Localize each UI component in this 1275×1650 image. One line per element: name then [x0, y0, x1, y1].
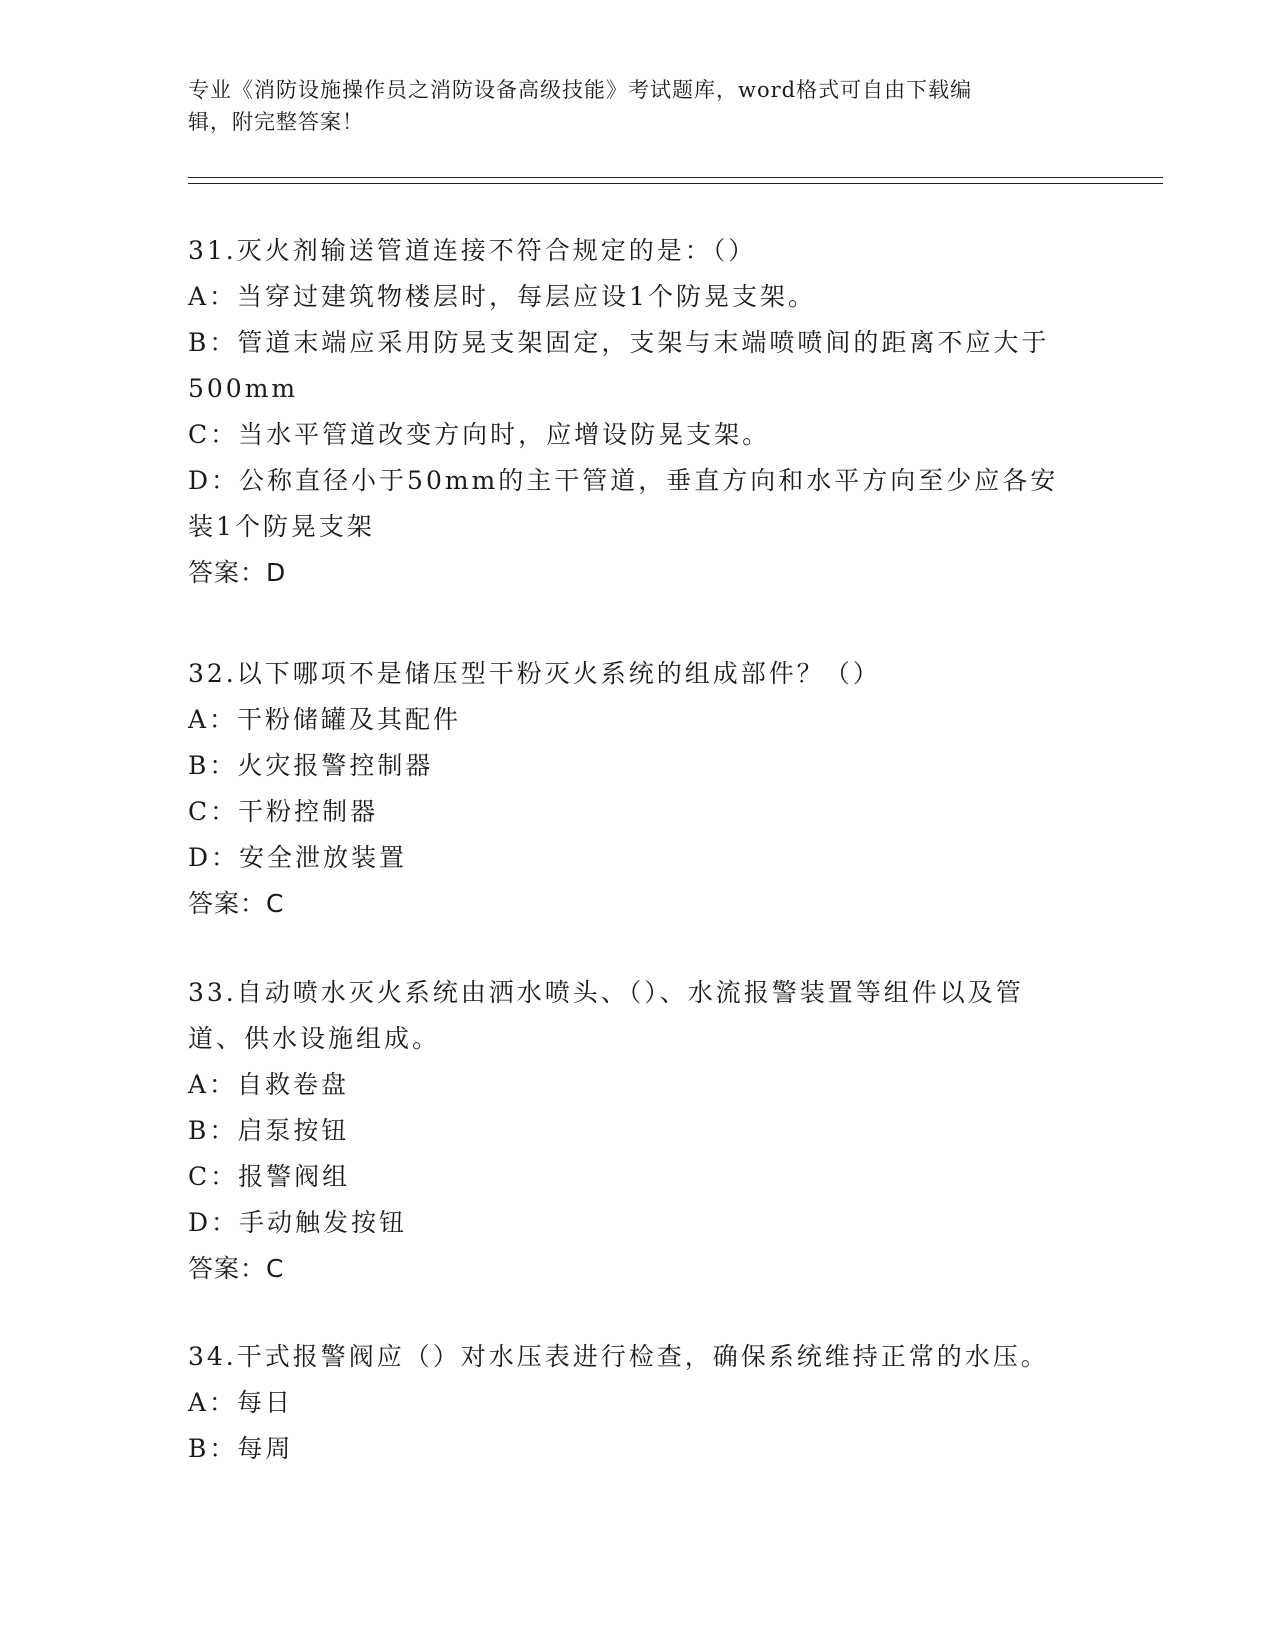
question-33: [188, 970, 1088, 1292]
option-a: A：每日: [188, 1388, 294, 1417]
answer: 答案：C: [188, 1254, 285, 1283]
option-d: D：公称直径小于50mm的主干管道，垂直方向和水平方向至少应各安: [188, 466, 1059, 495]
option-c: C：报警阀组: [188, 1162, 351, 1191]
question-34: [188, 1334, 1088, 1472]
option-d: D：安全泄放装置: [188, 843, 408, 872]
header-rule-bottom: [188, 183, 1163, 184]
question-stem: 31.灭火剂输送管道连接不符合规定的是：（）: [188, 236, 757, 265]
document-header: [188, 74, 1068, 138]
header-line-1: 专业《消防设施操作员之消防设备高级技能》考试题库，word格式可自由下载编: [188, 78, 973, 102]
question-stem: 34.干式报警阀应（）对水压表进行检查，确保系统维持正常的水压。: [188, 1342, 1049, 1371]
header-line-2: 辑，附完整答案！: [188, 110, 364, 134]
option-b: B：启泵按钮: [188, 1116, 350, 1145]
option-a: A：自救卷盘: [188, 1070, 350, 1099]
answer: 答案：D: [188, 558, 287, 587]
option-b: B：每周: [188, 1434, 294, 1463]
option-a: A：干粉储罐及其配件: [188, 705, 462, 734]
option-c: C：当水平管道改变方向时，应增设防晃支架。: [188, 420, 771, 449]
answer: 答案：C: [188, 889, 285, 918]
header-rule-top: [188, 177, 1163, 178]
question-stem: 32.以下哪项不是储压型干粉灭火系统的组成部件？（）: [188, 659, 881, 688]
question-stem: 33.自动喷水灭火系统由洒水喷头、（）、水流报警装置等组件以及管: [188, 978, 1024, 1007]
option-c: C：干粉控制器: [188, 797, 379, 826]
question-31: [188, 228, 1088, 596]
option-b: B：火灾报警控制器: [188, 751, 434, 780]
option-b-continued: 500mm: [188, 374, 299, 403]
option-b: B：管道末端应采用防晃支架固定，支架与末端喷喷间的距离不应大于: [188, 328, 1050, 357]
question-32: [188, 651, 1088, 927]
option-d-continued: 装1个防晃支架: [188, 512, 375, 541]
question-stem-continued: 道、供水设施组成。: [188, 1024, 441, 1053]
option-a: A：当穿过建筑物楼层时，每层应设1个防晃支架。: [188, 282, 816, 311]
option-d: D：手动触发按钮: [188, 1208, 408, 1237]
